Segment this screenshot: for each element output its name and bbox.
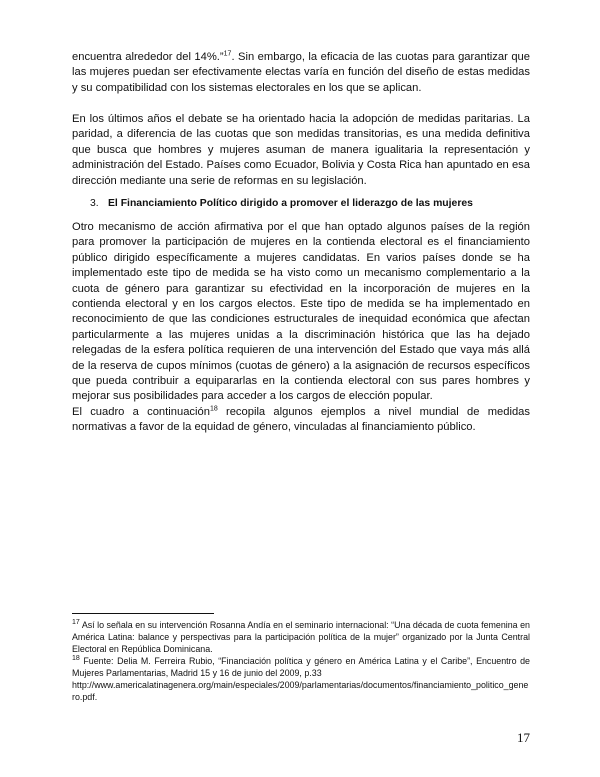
section-heading	[90, 197, 530, 211]
footnote-18	[72, 656, 530, 704]
footnote-marker: 17	[72, 619, 80, 627]
section-title: El Financiamiento Político dirigido a promover el liderazgo de las mujeres	[108, 198, 473, 209]
paragraph-text: . Sin embargo, la eficacia de las cuotas para garantizar que las mujeres puedan ser efectivamente electas varía en función del diseño de estas medidas y su compatibilidad con los sistemas electorales en los que se aplican.	[72, 51, 530, 94]
footnote-reference-17[interactable]: 17	[223, 50, 232, 58]
footnote-reference-18[interactable]: 18	[209, 405, 218, 413]
paragraph-text: El cuadro a continuación	[72, 406, 210, 418]
paragraph-text: encuentra alrededor del 14%.”	[72, 51, 224, 63]
footnote-separator	[72, 613, 214, 614]
section-number: 3.	[90, 198, 99, 209]
footnote-url-link[interactable]: http://www.americalatinagenera.org/main/especiales/2009/parlamentarias/documentos/financiamiento_politico_genero.pdf.	[72, 679, 529, 702]
footnote-text: Fuente: Delia M. Ferreira Rubio, “Financiación política y género en América Latina y el Caribe”, Encuentro de Mujeres Parlamentarias, Madrid 15 y 16 de junio del 2009, p.33	[72, 656, 530, 678]
page-number: 17	[517, 730, 530, 745]
paragraph-financiamiento-publico: Otro mecanismo de acción afirmativa por el que han optado algunos países de la región para promover la participación de mujeres en la contienda electoral es el financiamiento público dirigido específicamente a mujeres candidatas. En varios países donde se ha implementado este tipo de medida se ha visto como un mecanismo complementario a la cuota de género para garantizar su efectividad en la incorporación de mujeres en la contienda electoral y en los cargos electos. Este tipo de medida se ha implementado en reconocimiento de que las condiciones estructurales de inequidad económica que afectan particularmente a las mujeres unidas a la discriminación histórica que las ha dejado relegadas de la esfera política requieren de una intervención del Estado que vaya más allá de la reserva de cupos mínimos (cuotas de género) a la asignación de recursos específicos que pueda contribuir a equipararlas en la contienda electoral con sus pares hombres y mejorar sus posibilidades para acceder a los cargos de elección popular.	[72, 221, 530, 403]
paragraph-text: recopila algunos ejemplos a nivel mundial de medidas normativas a favor de la equidad de género, vinculadas al financiamiento público.	[72, 406, 530, 434]
footnote-17	[72, 620, 530, 656]
paragraph-cuadro-continuacion	[72, 405, 530, 436]
paragraph-medidas-paritarias: En los últimos años el debate se ha orientado hacia la adopción de medidas paritarias. La paridad, a diferencia de las cuotas que son medidas transitorias, es una medida definitiva que busca que hombres y mujeres asuman de manera igualitaria la representación y administración del Estado. Países como Ecuador, Bolivia y Costa Rica han apuntado en esa dirección mediante una serie de reformas en su legislación.	[72, 113, 530, 187]
footnote-text: Así lo señala en su intervención Rosanna Andía en el seminario internacional: “Una década de cuota femenina en América Latina: balance y perspectivas para la participación política de la mujer” organizado por la Junta Central Electoral en República Dominicana.	[72, 620, 530, 654]
paragraph-cuotas-eficacia	[72, 50, 530, 96]
footnote-marker: 18	[72, 655, 80, 663]
